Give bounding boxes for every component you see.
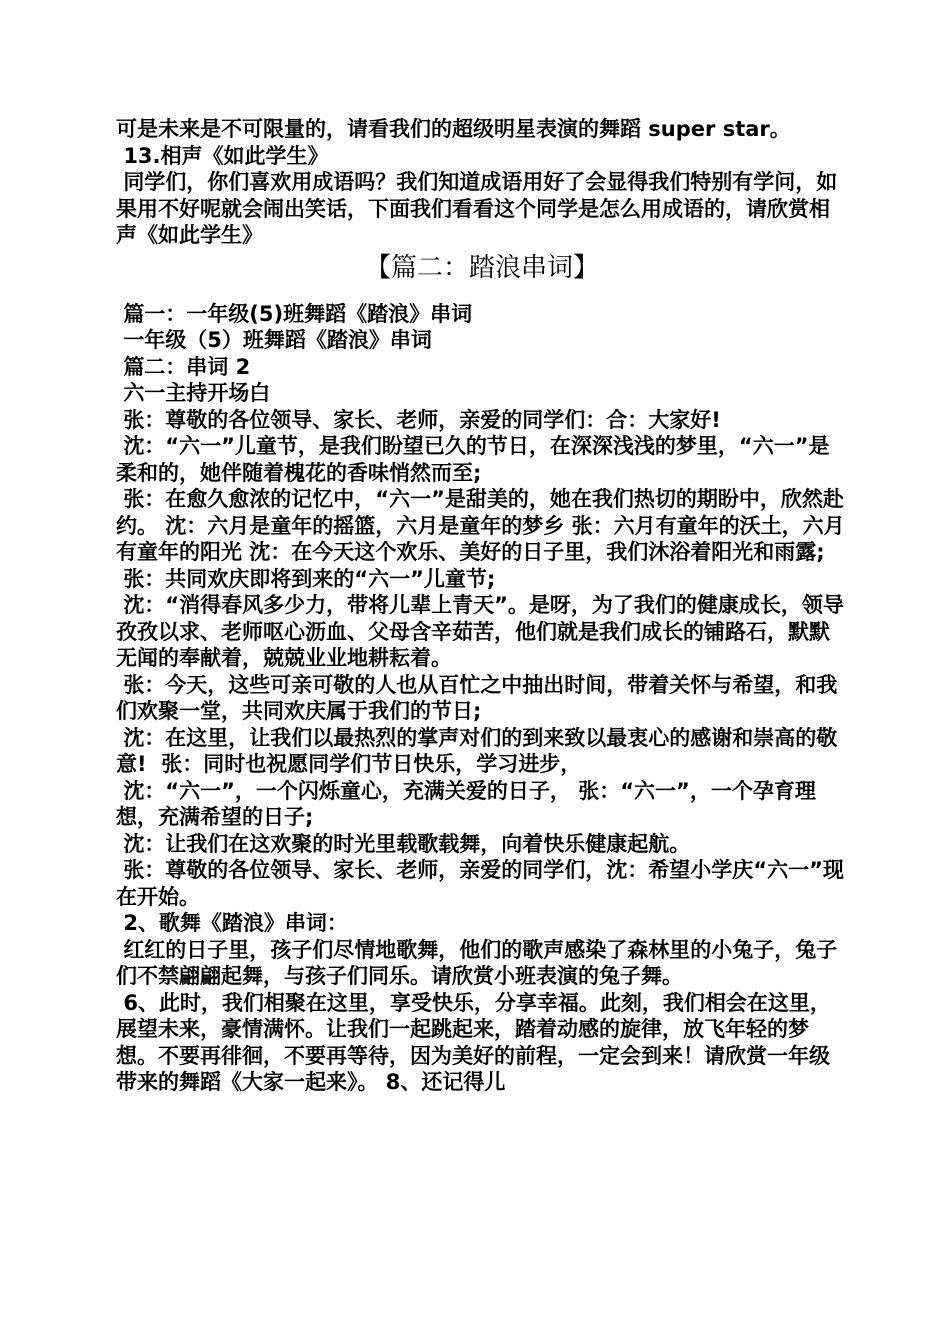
paragraph: 一年级（5）班舞蹈《踏浪》串词 (116, 328, 432, 352)
paragraph: 沈：“消得春风多少力，带将儿辈上青天”。是呀，为了我们的健康成长，领导孜孜以求、老师呕心沥血、父母含辛茹苦，他们就是我们成长的铺路石，默默无闻的奉献着，兢兢业业地耕耘着。 (116, 593, 844, 670)
paragraph: 张：共同欢庆即将到来的“六一”儿童节; (116, 566, 496, 591)
paragraph: 张：尊敬的各位领导、家长、老师，亲爱的同学们：合：大家好! (116, 407, 721, 432)
paragraph: 可是未来是不可限量的，请看我们的超级明星表演的舞蹈 super star。 (116, 117, 791, 141)
section-title: 【篇二：踏浪串词】 (364, 252, 599, 283)
paragraph: 篇二：串词 2 (116, 354, 251, 379)
document-page (116, 116, 848, 1096)
paragraph: 13.相声《如此学生》 (116, 143, 329, 168)
paragraph: 张：尊敬的各位领导、家长、老师，亲爱的同学们，沈：希望小学庆“六一”现在开始。 (116, 858, 844, 909)
paragraph: 红红的日子里，孩子们尽情地歌舞，他们的歌声感染了森林里的小兔子，兔子们不禁翩翩起舞，与孩子们同乐。请欣赏小班表演的兔子舞。 (116, 937, 838, 988)
paragraph: 6、此时，我们相聚在这里，享受快乐，分享幸福。此刻，我们相会在这里，展望未来，豪情满怀。让我们一起跳起来，踏着动感的旋律，放飞年轻的梦想。不要再徘徊，不要再等待，因为美好的前程，一定会到来！请欣赏一年级带来的舞蹈《大家一起来》。 8、还记得儿 (116, 990, 831, 1094)
paragraph: 沈：“六一”儿童节，是我们盼望已久的节日，在深深浅浅的梦里，“六一”是柔和的，她伴随着槐花的香味悄然而至; (116, 434, 830, 485)
paragraph: 沈：在这里，让我们以最热烈的掌声对们的到来致以最衷心的感谢和崇高的敬意! 张：同时也祝愿同学们节日快乐，学习进步， (116, 725, 838, 776)
paragraph: 六一主持开场白 (116, 381, 271, 405)
paragraph: 篇一：一年级(5)班舞蹈《踏浪》串词 (116, 301, 473, 326)
paragraph: 张：今天，这些可亲可敬的人也从百忙之中抽出时间，带着关怀与希望，和我们欢聚一堂，共同欢庆属于我们的节日; (116, 672, 838, 723)
paragraph: 张：在愈久愈浓的记忆中，“六一”是甜美的，她在我们热切的期盼中，欣然赴约。 沈：六月是童年的摇篮，六月是童年的梦乡 张：六月有童年的沃土，六月有童年的阳光 沈：在今天这个欢乐、美好的日子里，我们沐浴着阳光和雨露; (116, 487, 845, 564)
paragraph: 同学们，你们喜欢用成语吗？我们知道成语用好了会显得我们特别有学问，如果用不好呢就会闹出笑话，下面我们看看这个同学是怎么用成语的，请欣赏相声《如此学生》 (116, 170, 838, 247)
paragraph: 2、歌舞《踏浪》串词： (116, 911, 348, 935)
paragraph: 沈：让我们在这欢聚的时光里载歌载舞，向着快乐健康起航。 (116, 831, 691, 856)
paragraph: 沈：“六一”，一个闪烁童心，充满关爱的日子， 张：“六一”，一个孕育理想，充满希望的日子; (116, 778, 816, 829)
